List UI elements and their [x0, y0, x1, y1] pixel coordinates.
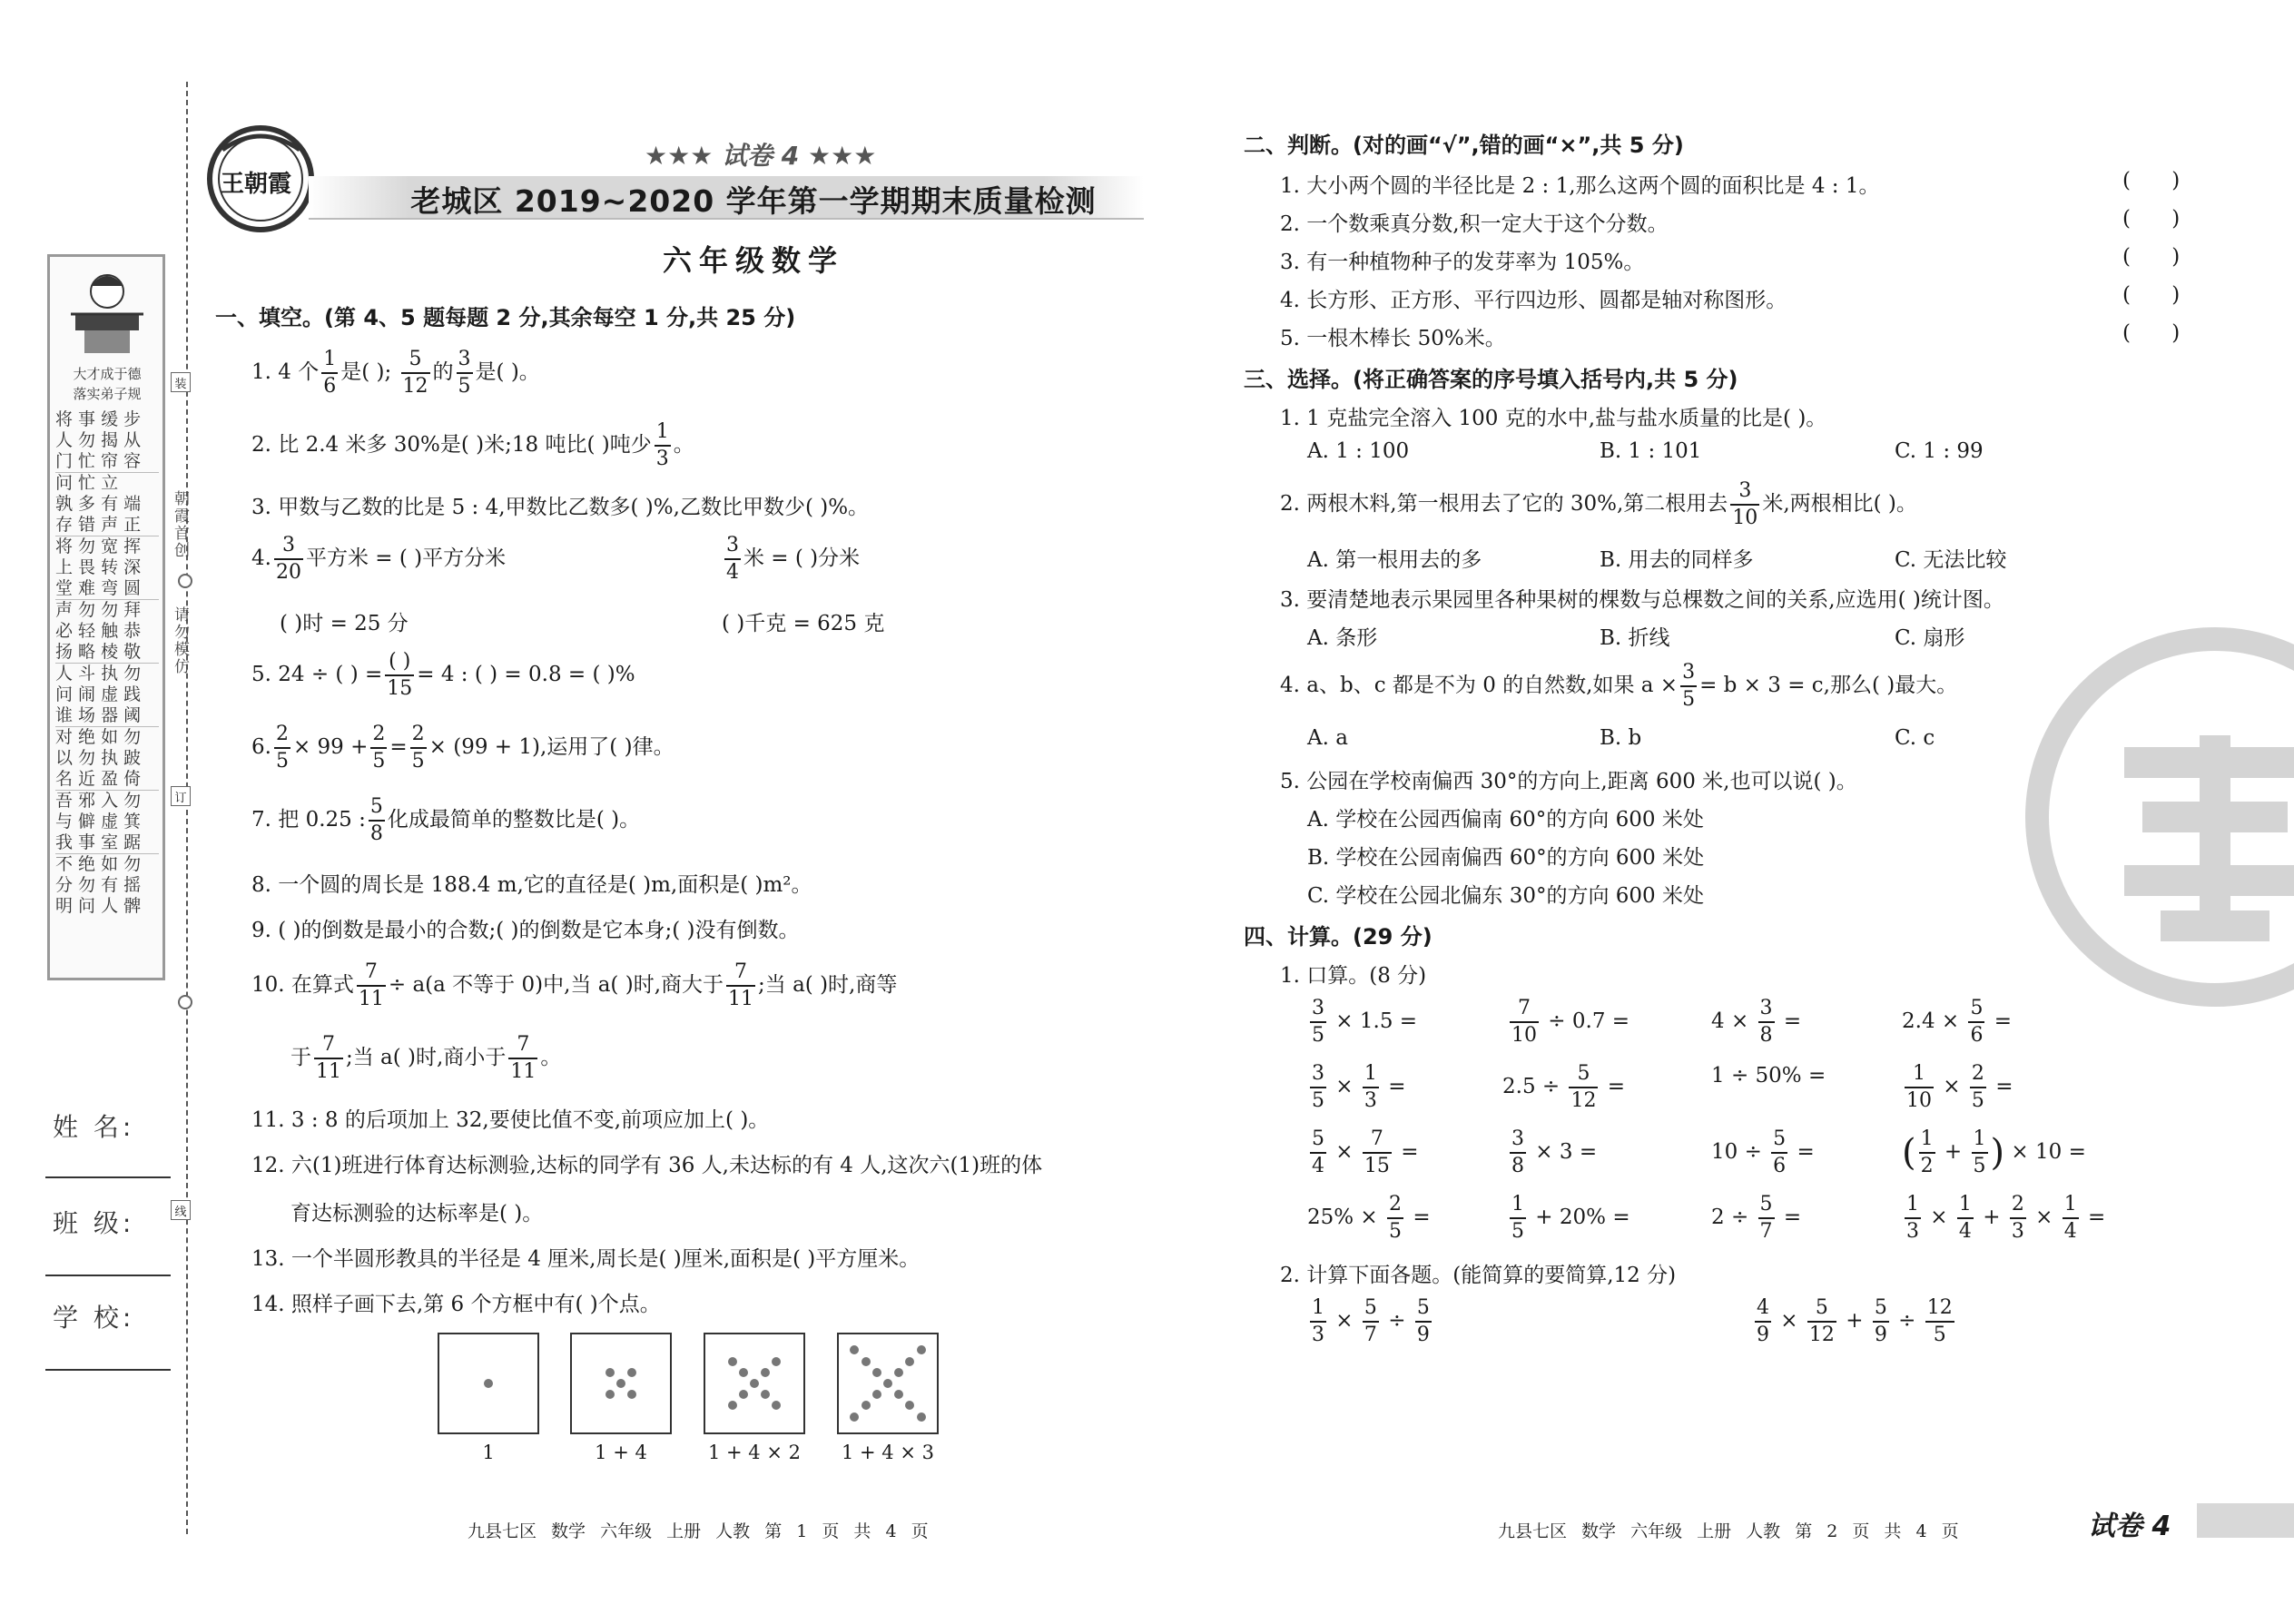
dot-box-4 [837, 1333, 939, 1434]
judge-answer-3[interactable]: ( ) [2122, 245, 2181, 269]
calc-row2-c: 1 ÷ 50% = [1711, 1064, 1826, 1088]
name-label: 姓 名: [53, 1112, 135, 1142]
dot-box-label: 1 [482, 1442, 495, 1463]
choice-q5-a: A. 学校在公园西偏南 60°的方向 600 米处 [1307, 808, 1704, 832]
choice-q2-c: C. 无法比较 [1895, 548, 2007, 572]
judge-answer-1[interactable]: ( ) [2122, 169, 2181, 192]
dot [872, 1368, 881, 1377]
choice-q5: 5. 公园在学校南偏西 30°的方向上,距离 600 米,也可以说( )。 [1280, 770, 1857, 793]
motto-panel [47, 254, 165, 980]
binding-hole [178, 995, 192, 1009]
section-3-heading: 三、选择。(将正确答案的序号填入括号内,共 5 分) [1244, 367, 1738, 392]
side-text-no-copy: 请勿模仿 [171, 606, 189, 675]
exam-title: 老城区 2019~2020 学年第一学期期末质量检测 [410, 183, 1097, 219]
fill-q8: 8. 一个圆的周长是 188.4 m,它的直径是( )m,面积是( )m²。 [251, 873, 812, 897]
fill-q12-line2: 育达标测验的达标率是( )。 [290, 1202, 544, 1225]
stars-right-icon: ★★★ [808, 141, 877, 171]
judge-item-3: 3. 有一种植物种子的发芽率为 105%。 [1280, 251, 1645, 274]
binding-box-ding: 订 [171, 786, 191, 806]
dot-box-1 [438, 1333, 539, 1434]
judge-item-1: 1. 大小两个圆的半径比是 2 : 1,那么这两个圆的面积比是 4 : 1。 [1280, 174, 1880, 198]
calc-row4-d: $\frac{1}{3}$ × $\frac{1}{4}$ + $\frac{2}{3}$ × $\frac{1}{4}$ = [1906, 1193, 2106, 1243]
calc-row2-a: $\frac{3}{5}$ × $\frac{1}{3}$ = [1312, 1062, 1406, 1112]
binding-hole [178, 574, 192, 588]
dot [739, 1368, 748, 1377]
name-line [45, 1176, 171, 1178]
dot-box-2 [570, 1333, 672, 1434]
motto-text: 将 事 缓 步 人 勿 揭 从 门 忙 帘 容 问 忙 立 孰 多 有 端 存 错 声 正 将 勿 宽 挥 上 畏 转 深 堂 难 弯 圆 声 勿 勿 拜 必 轻 触 恭 扬 略 棱 敬 人 斗 执 勿 问 闹 虚 践 谁 场 器 阈 对 绝 如 勿 以 勿 执 跛 名 近 盈 倚 吾 邪 入 勿 与 僻 虚 箕 我 事 室 踞 不 绝 如 勿 分 勿 有 摇 明 问 人 髀 [55, 409, 159, 917]
binding-dashed-line [186, 82, 188, 1534]
fill-q3: 3. 甲数与乙数的比是 5 : 4,甲数比乙数多( )%,乙数比甲数少( )%。 [251, 496, 870, 519]
calc-sub1-heading: 1. 口算。(8 分) [1280, 964, 1427, 988]
dot [616, 1379, 625, 1388]
dot [627, 1368, 636, 1377]
school-label: 学 校: [53, 1303, 135, 1333]
choice-q5-c: C. 学校在公园北偏东 30°的方向 600 米处 [1307, 884, 1704, 908]
dot-box-label: 1 + 4 [595, 1442, 647, 1463]
fill-q9: 9. ( )的倒数是最小的合数;( )的倒数是它本身;( )没有倒数。 [251, 919, 800, 942]
judge-answer-5[interactable]: ( ) [2122, 321, 2181, 345]
student-cartoon-icon [57, 264, 157, 364]
page-tag: 试卷 4 [2088, 1511, 2171, 1542]
section-1-heading: 一、填空。(第 4、5 题每题 2 分,其余每空 1 分,共 25 分) [215, 305, 796, 330]
side-text-original: 朝霞首创 [171, 490, 189, 559]
calc-row1-c: 4 × $\frac{3}{8}$ = [1711, 997, 1802, 1047]
dot [750, 1379, 759, 1388]
fill-q6: 6. $\frac{2}{5}$ × 99 + $\frac{2}{5}$ = $\frac{2}{5}$ × (99 + 1),运用了( )律。 [251, 723, 674, 773]
dot [761, 1368, 770, 1377]
calc-row3-d: ( $\frac{1}{2}$ + $\frac{1}{5}$ ) × 10 = [1902, 1127, 2086, 1177]
choice-q2: 2. 两根木料,第一根用去了它的 30%,第二根用去 $\frac{3}{10}$ 米,两根相比( )。 [1280, 479, 1917, 529]
dot [917, 1345, 926, 1354]
dot [850, 1412, 859, 1422]
choice-q3-c: C. 扇形 [1895, 626, 1965, 650]
calc-row3-c: 10 ÷ $\frac{5}{6}$ = [1711, 1127, 1815, 1177]
dot [861, 1401, 871, 1410]
dot [605, 1368, 615, 1377]
choice-q4-c: C. c [1895, 726, 1935, 750]
fill-q10-line2: 于 $\frac{7}{11}$ ;当 a( )时,商小于 $\frac{7}{11}$ 。 [290, 1033, 562, 1083]
dot [739, 1390, 748, 1399]
fill-q2: 2. 比 2.4 米多 30%是( )米;18 吨比( )吨少 $\frac{1}{3}$ 。 [251, 420, 694, 470]
exam-subtitle: 六年级数学 [662, 243, 844, 278]
calc-row4-b: $\frac{1}{5}$ + 20% = [1511, 1193, 1630, 1243]
choice-q5-b: B. 学校在公园南偏西 60°的方向 600 米处 [1307, 846, 1705, 870]
dot-box-3 [704, 1333, 805, 1434]
judge-item-5: 5. 一根木棒长 50%米。 [1280, 327, 1506, 350]
fill-q5: 5. 24 ÷ ( ) = $\frac{( )}{15}$ = 4 : ( ) = 0.8 = ( )% [251, 650, 635, 700]
dot-box-label: 1 + 4 × 3 [842, 1442, 934, 1463]
binding-box-xian: 线 [171, 1200, 191, 1220]
choice-q4: 4. a、b、c 都是不为 0 的自然数,如果 a × $\frac{3}{5}$ = b × 3 = c,那么( )最大。 [1280, 661, 1958, 711]
choice-q2-b: B. 用去的同样多 [1600, 548, 1754, 572]
dot [484, 1379, 493, 1388]
judge-answer-2[interactable]: ( ) [2122, 207, 2181, 231]
dot [872, 1390, 881, 1399]
dot [761, 1390, 770, 1399]
calc-expr-2: $\frac{4}{9}$ × $\frac{5}{12}$ + $\frac{5}{9}$ ÷ $\frac{12}{5}$ [1757, 1296, 1953, 1346]
calc-row4-c: 2 ÷ $\frac{5}{7}$ = [1711, 1193, 1802, 1243]
section-2-heading: 二、判断。(对的画“√”,错的画“×”,共 5 分) [1244, 133, 1684, 158]
fill-q13: 13. 一个半圆形教具的半径是 4 厘米,周长是( )厘米,面积是( )平方厘米。 [251, 1247, 921, 1271]
logo-text: 王朝霞 [221, 171, 292, 198]
fill-q11: 11. 3 : 8 的后项加上 32,要使比值不变,前项应加上( )。 [251, 1108, 770, 1132]
fill-q7: 7. 把 0.25 : $\frac{5}{8}$ 化成最简单的整数比是( )。 [251, 795, 641, 845]
calc-expr-1: $\frac{1}{3}$ × $\frac{5}{7}$ ÷ $\frac{5}{9}$ [1312, 1296, 1430, 1346]
choice-q2-a: A. 第一根用去的多 [1307, 548, 1482, 572]
dot [605, 1390, 615, 1399]
class-line [45, 1275, 171, 1276]
dot [883, 1379, 892, 1388]
fill-q4-row2b: ( )千克 = 625 克 [722, 612, 885, 635]
dot-box-label: 1 + 4 × 2 [708, 1442, 801, 1463]
series-tag: ★★★ 试卷 4 ★★★ [645, 141, 877, 171]
choice-q1: 1. 1 克盐完全溶入 100 克的水中,盐与盐水质量的比是( )。 [1280, 407, 1827, 430]
choice-q4-b: B. b [1600, 726, 1642, 750]
choice-q4-a: A. a [1307, 726, 1348, 750]
fill-q4-row1: 4. $\frac{3}{20}$ 平方米 = ( )平方分米 [251, 534, 507, 584]
judge-answer-4[interactable]: ( ) [2122, 283, 2181, 307]
choice-q1-a: A. 1 : 100 [1307, 439, 1410, 463]
calc-row1-b: $\frac{7}{10}$ ÷ 0.7 = [1511, 997, 1630, 1047]
fill-q10-line1: 10. 在算式 $\frac{7}{11}$ ÷ a(a 不等于 0)中,当 a( )时,商大于 $\frac{7}{11}$ ;当 a( )时,商等 [251, 960, 898, 1010]
calc-sub2-heading: 2. 计算下面各题。(能简算的要简算,12 分) [1280, 1264, 1677, 1287]
stars-left-icon: ★★★ [645, 141, 714, 171]
dot [850, 1345, 859, 1354]
school-line [45, 1369, 171, 1371]
dot [894, 1390, 903, 1399]
choice-q3-b: B. 折线 [1600, 626, 1670, 650]
choice-q3-a: A. 条形 [1307, 626, 1378, 650]
class-label: 班 级: [53, 1208, 135, 1238]
dot [905, 1401, 914, 1410]
dot [728, 1401, 737, 1410]
page-tag-bar [2197, 1503, 2294, 1538]
fill-q4-row1b: $\frac{3}{4}$ 米 = ( )分米 [726, 534, 861, 584]
choice-q1-c: C. 1 : 99 [1895, 439, 1984, 463]
dot [772, 1401, 781, 1410]
calc-row3-a: $\frac{5}{4}$ × $\frac{7}{15}$ = [1312, 1127, 1419, 1177]
judge-item-4: 4. 长方形、正方形、平行四边形、圆都是轴对称图形。 [1280, 289, 1787, 312]
calc-row2-d: $\frac{1}{10}$ × $\frac{2}{5}$ = [1906, 1062, 2013, 1112]
calc-row1-d: 2.4 × $\frac{5}{6}$ = [1902, 997, 2013, 1047]
fill-q14: 14. 照样子画下去,第 6 个方框中有( )个点。 [251, 1293, 661, 1316]
choice-q1-b: B. 1 : 101 [1600, 439, 1702, 463]
choice-q3: 3. 要清楚地表示果园里各种果树的棵数与总棵数之间的关系,应选用( )统计图。 [1280, 588, 2004, 612]
dot [861, 1357, 871, 1366]
fill-q4-row2a: ( )时 = 25 分 [280, 612, 409, 635]
fill-q12-line1: 12. 六(1)班进行体育达标测验,达标的同学有 36 人,未达标的有 4 人,这次六(1)班的体 [251, 1154, 1043, 1177]
dot [627, 1390, 636, 1399]
binding-box-zhuang: 装 [171, 372, 191, 392]
calc-row2-b: 2.5 ÷ $\frac{5}{12}$ = [1502, 1062, 1626, 1112]
calc-row3-b: $\frac{3}{8}$ × 3 = [1511, 1127, 1598, 1177]
calc-row1-a: $\frac{3}{5}$ × 1.5 = [1312, 997, 1418, 1047]
dot [728, 1357, 737, 1366]
judge-item-2: 2. 一个数乘真分数,积一定大于这个分数。 [1280, 212, 1669, 236]
footer-right: 九县七区 数学 六年级 上册 人教 第 2 页 共 4 页 [1498, 1521, 1959, 1541]
dot [894, 1368, 903, 1377]
dot [905, 1357, 914, 1366]
fill-q1: 1. 4 个 $\frac{1}{6}$ 是( ); $\frac{5}{12}$ 的 $\frac{3}{5}$ 是( )。 [251, 348, 540, 398]
dot [917, 1412, 926, 1422]
footer-left: 九县七区 数学 六年级 上册 人教 第 1 页 共 4 页 [468, 1521, 929, 1541]
motto-title: 大才成于德 落实弟子规 [73, 366, 142, 402]
dot [772, 1357, 781, 1366]
section-4-heading: 四、计算。(29 分) [1244, 924, 1433, 950]
calc-row4-a: 25% × $\frac{2}{5}$ = [1307, 1193, 1431, 1243]
confidential-seal-icon [2024, 626, 2294, 1008]
